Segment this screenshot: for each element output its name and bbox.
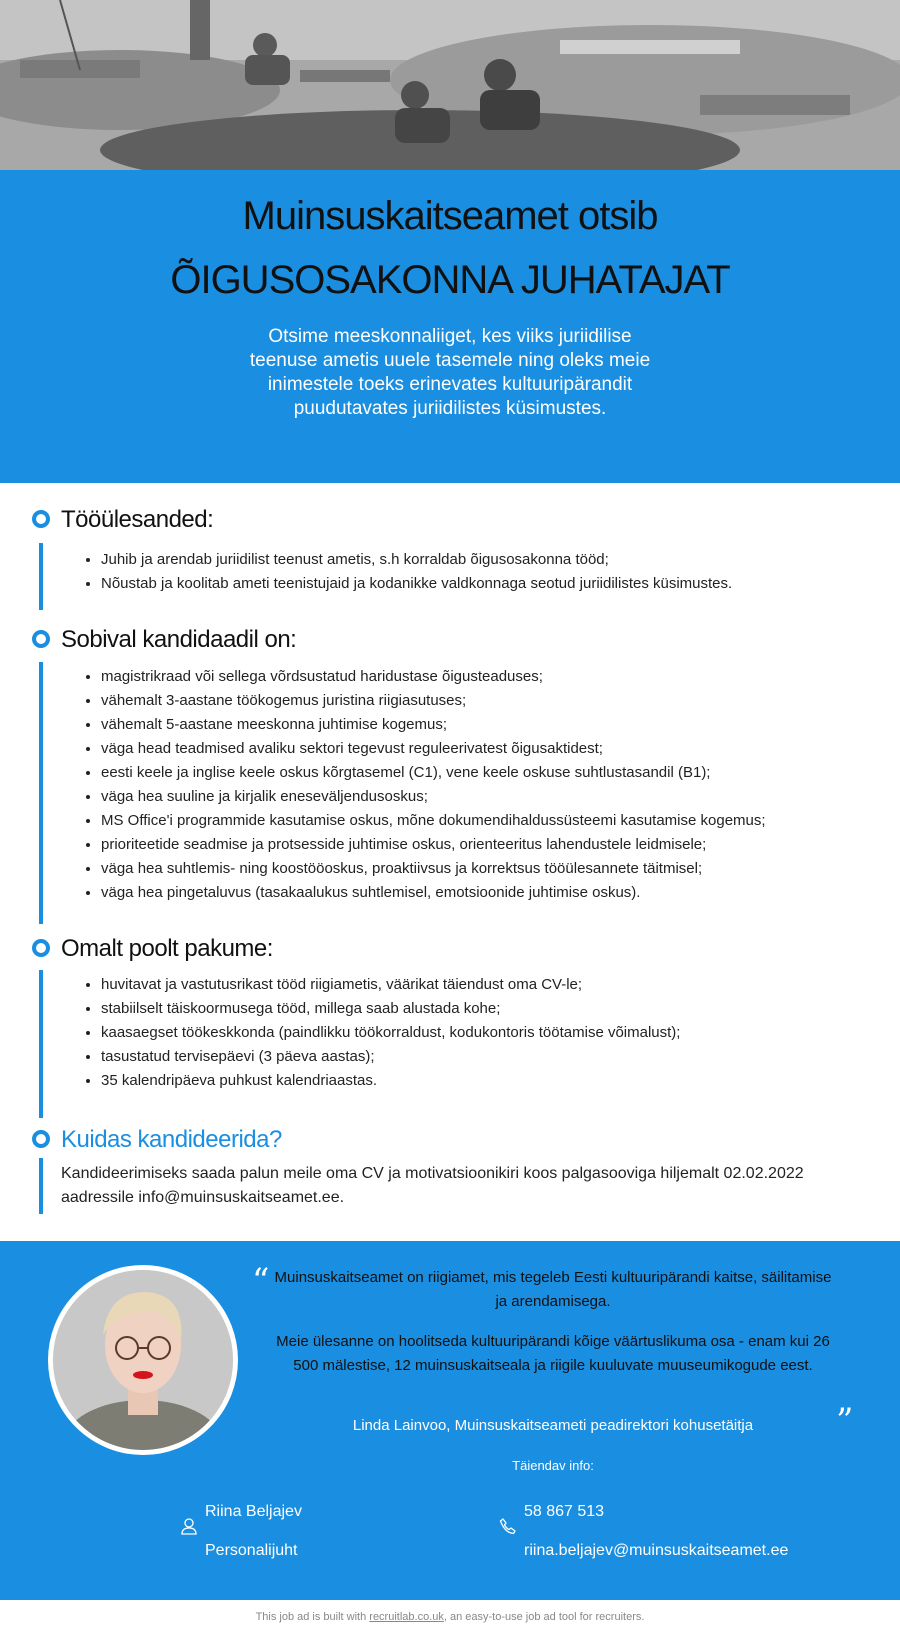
candidate-list [101, 665, 881, 905]
avatar [48, 1265, 238, 1455]
apply-text: Kandideerimiseks saada palun meile oma CV ja motivatsioonikiri koos palgasooviga hiljemalt 02.02.2022 aadressile info@muinsuskaitseamet.ee. [61, 1165, 804, 1206]
page-title: Muinsuskaitseamet otsib [242, 194, 658, 238]
list-item: • väga head teadmised avaliku sektori tegevust reguleerivatest õigusaktidest; [101, 737, 881, 761]
candidate-title: Sobival kandidaadil on: [61, 626, 297, 653]
section-bullet [32, 1130, 50, 1148]
section-line [39, 970, 43, 1118]
page-subtitle: ÕIGUSOSAKONNA JUHATAJAT [170, 258, 730, 302]
contact-email[interactable]: riina.beljajev@muinsuskaitseamet.ee [524, 1542, 789, 1559]
tasks-section [0, 483, 900, 610]
list-item: • Nõustab ja koolitab ameti teenistujaid ja kodanikke valdkonnaga seotud juriidilistes küsimustes. [101, 572, 881, 596]
tasks-list [101, 548, 881, 596]
list-item: • 35 kalendripäeva puhkust kalendriaastas. [101, 1069, 881, 1093]
list-item: • eesti keele ja inglise keele oskus kõrgtasemel (C1), vene keele oskuse suhtlustasandil (B1); [101, 761, 881, 785]
apply-section [0, 1118, 900, 1218]
credit-prefix: This job ad is built with [255, 1611, 370, 1623]
footer-banner [0, 1241, 900, 1600]
list-item: • prioriteetide seadmise ja protsesside juhtimise oskus, orienteeritus lahendustele leidmisele; [101, 833, 881, 857]
quote-paragraph-2: Meie ülesanne on hoolitseda kultuuripärandi kõige väärtuslikuma osa - enam kui 26 500 mälestise, 12 muinsuskaitseala ja riigile kuuluvate muuseumikogude eest. [276, 1333, 830, 1374]
list-item: • Juhib ja arendab juriidilist teenust ametis, s.h korraldab õigusosakonna tööd; [101, 548, 881, 572]
contact-role: Personalijuht [205, 1542, 298, 1559]
quote-open-icon: “ [252, 1261, 270, 1301]
section-line [39, 662, 43, 924]
info-label: Täiendav info: [512, 1458, 594, 1473]
contact-name: Riina Beljajev [205, 1503, 302, 1520]
quote-author: Linda Lainvoo, Muinsuskaitseameti peadirektori kohusetäitja [352, 1417, 754, 1434]
tasks-title: Tööülesanded: [61, 506, 214, 533]
section-bullet [32, 939, 50, 957]
section-bullet [32, 630, 50, 648]
quote-paragraph-1: Muinsuskaitseamet on riigiamet, mis tegeleb Eesti kultuuripärandi kaitse, säilitamise ja arendamisega. [274, 1269, 832, 1310]
list-item: • väga hea pingetaluvus (tasakaalukus suhtlemisel, emotsioonide juhtimise oskus). [101, 881, 881, 905]
offer-section [0, 924, 900, 1118]
section-bullet [32, 510, 50, 528]
list-item: • huvitavat ja vastutusrikast tööd riigiametis, väärikat täiendust oma CV-le; [101, 973, 881, 997]
list-item: • magistrikraad või sellega võrdsustatud haridustase õigusteaduses; [101, 665, 881, 689]
candidate-section [0, 610, 900, 924]
hero-photo [0, 0, 900, 170]
phone-icon [499, 1517, 517, 1540]
quote-close-icon: ” [836, 1401, 854, 1441]
contact-phone[interactable]: 58 867 513 [524, 1503, 605, 1520]
list-item: • vähemalt 5-aastane meeskonna juhtimise kogemus; [101, 713, 881, 737]
list-item: • tasustatud tervisepäevi (3 päeva aastas); [101, 1045, 881, 1069]
intro-text: Otsime meeskonnaliiget, kes viiks juriidilise teenuse ametis uuele tasemele ning oleks meie inimestele toeks erinevates kultuuripärandit puudutavates juriidilistes küsimustes. [249, 326, 651, 419]
offer-title: Omalt poolt pakume: [61, 935, 273, 962]
list-item: • väga hea suuline ja kirjalik eneseväljendusoskus; [101, 785, 881, 809]
offer-list [101, 973, 881, 1093]
list-item: • väga hea suhtlemis- ning koostööoskus, proaktiivsus ja korrektsus tööülesannete täitmisel; [101, 857, 881, 881]
list-item: • MS Office'i programmide kasutamise oskus, mõne dokumendihaldussüsteemi kasutamise kogemus; [101, 809, 881, 833]
person-icon [180, 1517, 198, 1540]
list-item: • stabiilselt täiskoormusega tööd, millega saab alustada kohe; [101, 997, 881, 1021]
credit-suffix: , an easy-to-use job ad tool for recruiters. [443, 1611, 645, 1623]
list-item: • vähemalt 3-aastane töökogemus juristina riigiasutuses; [101, 689, 881, 713]
header-banner [0, 170, 900, 483]
list-item: • kaasaegset töökeskkonda (paindlikku töökorraldust, kodukontoris töötamise võimalust); [101, 1021, 881, 1045]
credit-link[interactable]: recruitlab.co.uk [369, 1611, 444, 1623]
section-line [39, 1158, 43, 1214]
section-line [39, 543, 43, 610]
credit-footer [0, 1600, 900, 1634]
apply-title: Kuidas kandideerida? [61, 1126, 282, 1153]
